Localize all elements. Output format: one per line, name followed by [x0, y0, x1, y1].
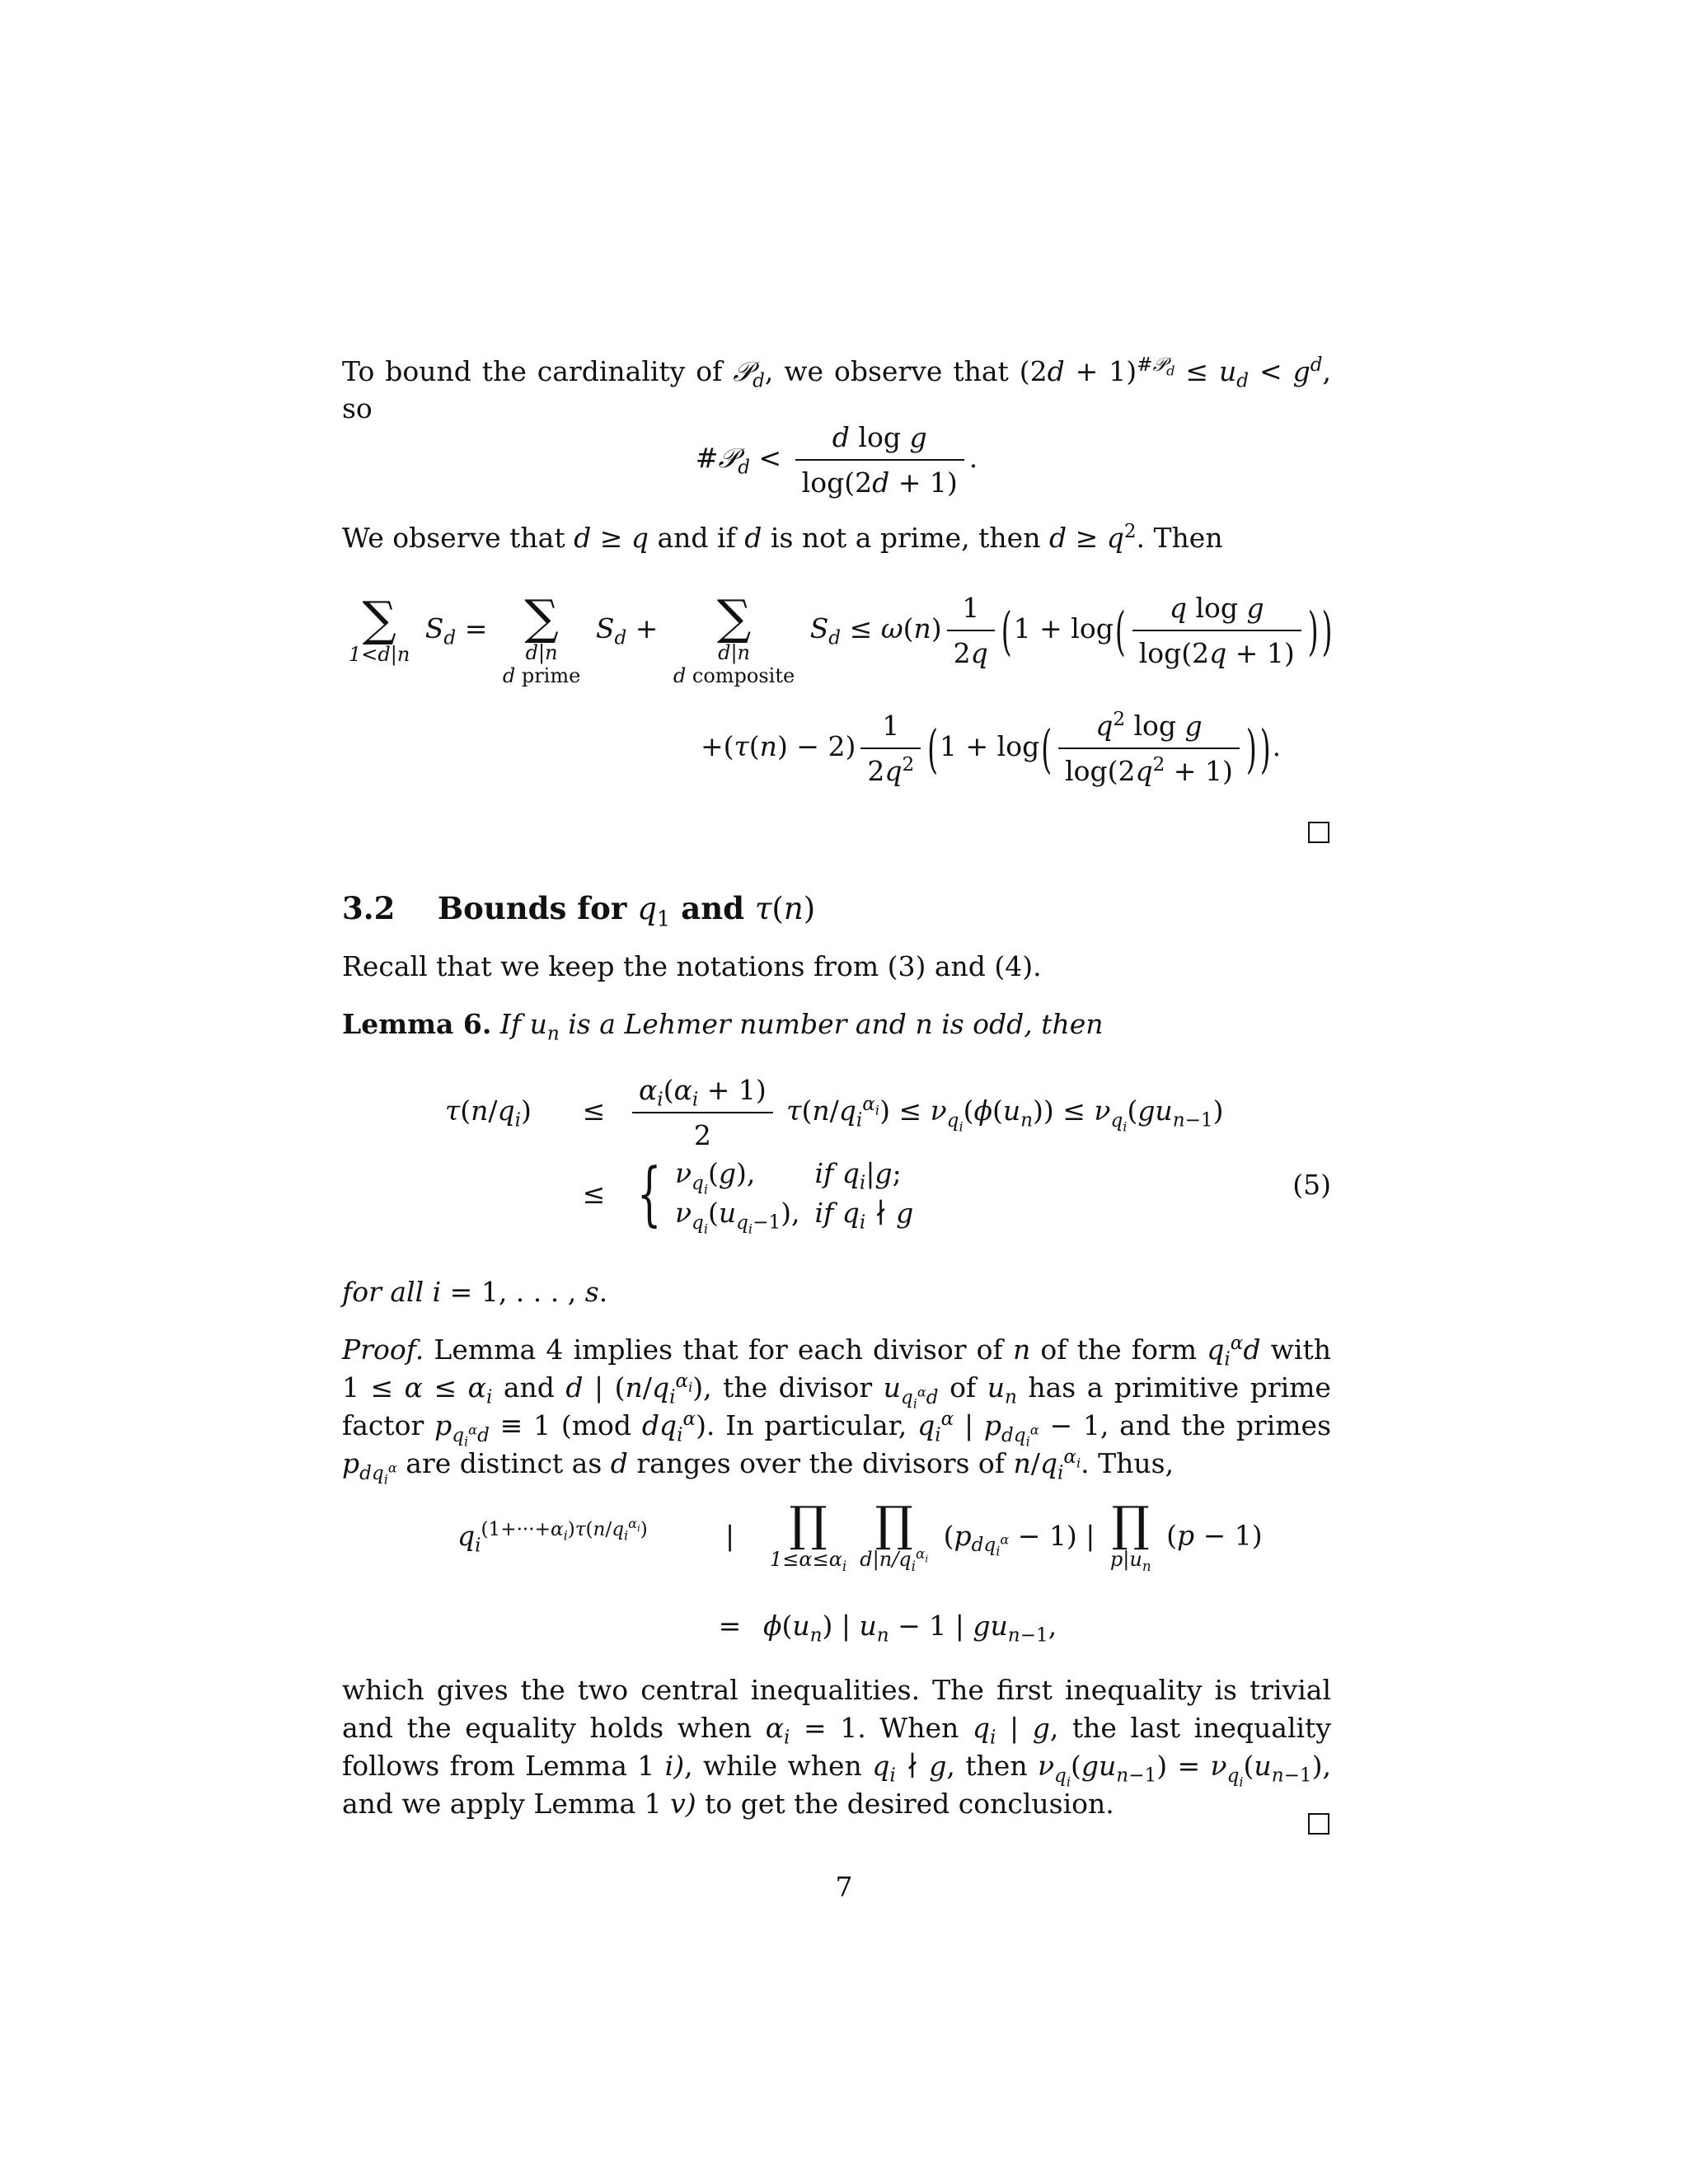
equation-sum-bound: ∑ 1<d|n $S_d$ = ∑ d|n d prime $S_d$ + ∑ d|n d composite $S_d \le \omega(n)$ $\frac{1}{2q}$ (1 + log( $\frac{\text{q log g}}{\log(2q + 1)}$ ) )	[349, 589, 1333, 687]
sum-operator: ∑ d|n d composite	[673, 589, 795, 687]
for-all-line: for all i = 1, . . . , s.	[342, 1276, 608, 1308]
recall-line: Recall that we keep the notations from (3) and (4).	[342, 950, 1042, 982]
fraction: $\frac{\text{q log g}}{\log(2q + 1)}$	[1132, 589, 1301, 672]
closing-paragraph: which gives the two central inequalities. The first inequality is trivial and the equality holds when $\alpha_i = 1$. When $q_i$ | g, the last inequality follows from Lemma 1 i), while when $q_i$ ∤ g, then $\nu_{q_i}(gu_{n-1}) = \nu_{q_i}(u_{n-1})$, and we apply Lemma 1 v) to get the desired conclusion.	[342, 1674, 1331, 1820]
observe-line: We observe that d ≥ q and if d is not a prime, then $d \ge q^2$. Then	[342, 521, 1223, 554]
cases-table: $\nu_{q_i}(g)$, if $q_i|g$; $\nu_{q_i}(u_{q_i-1})$, if $q_i$ ∤ g	[674, 1157, 914, 1237]
fraction: $\frac{1}{2q}$	[947, 589, 995, 672]
fraction: $\frac{\alpha_i(\alpha_i + 1)}{2}$	[632, 1071, 773, 1154]
product-operator: ∏ $p|u_n$	[1109, 1496, 1151, 1574]
proof-paragraph: Proof. Lemma 4 implies that for each divisor of n of the form $q_i^\alpha d$ with $1 \le \alpha \le \alpha_i$ and d | $(n/q_i^{\alpha_i})$, the divisor $u_{q_i^\alpha d}$ of $u_n$ has a primitive prime factor $p_{q_i^\alpha d} \equiv 1$ (mod $dq_i^\alpha$). In particular, $q_i^\alpha$ | $p_{dq_i^\alpha} - 1$, and the primes $p_{dq_i^\alpha}$ are distinct as d ranges over the divisors of $n/q_i^{\alpha_i}$. Thus,	[342, 1333, 1332, 1488]
sum-operator: ∑ d|n d prime	[502, 589, 581, 687]
proof-label: Proof.	[342, 1333, 424, 1366]
section-heading: 3.2 Bounds for $q_1$ and τ(n)	[342, 890, 816, 932]
section-title-prefix: Bounds for	[437, 890, 627, 926]
lemma-label: Lemma 6.	[342, 1008, 492, 1040]
equation-cardinality: #𝒫$_d$ < $\frac{\text{d log g}}{\log(2d + 1)}$ .	[342, 419, 1331, 501]
fraction: $\frac{1}{2q^2}$	[860, 707, 921, 790]
fraction: $\frac{q^2 \log g}{\log(2q^2 + 1)}$	[1058, 707, 1240, 790]
product-equation-line-2: = $\phi(u_n)$ | $u_n - 1$ | $gu_{n-1}$,	[718, 1610, 1057, 1647]
lemma-statement: Lemma 6. If $u_n$ is a Lehmer number and n is odd, then	[342, 1008, 1104, 1045]
qed-square	[1308, 1813, 1329, 1835]
case-condition: if	[814, 1157, 834, 1189]
equation-sum-bound-continued: +(τ(n) − 2) $\frac{1}{2q^2}$ (1 + log( $\frac{q^2 \log g}{\log(2q^2 + 1)}$ ) ).	[701, 707, 1360, 790]
qed-square	[1308, 822, 1329, 843]
intro-line: To bound the cardinality of 𝒫$_d$, we observe that $(2d + 1)^{\#𝒫_d} \le u_d < g^d$, so	[342, 354, 1331, 424]
case-condition: if	[814, 1197, 834, 1229]
section-title-and: and	[681, 890, 745, 926]
page-number: 7	[835, 1871, 853, 1903]
equation-number: (5)	[1292, 1169, 1331, 1201]
lemma-equation-line-2: ≤ { $\nu_{q_i}(g)$, if $q_i|g$; $\nu_{q_i}(u_{q_i-1})$, if $q_i$ ∤ g	[445, 1154, 1022, 1233]
section-number: 3.2	[342, 890, 396, 926]
fraction: $\frac{\text{d log g}}{\log(2d + 1)}$	[795, 419, 964, 501]
product-operator: ∏ $d|n/q_i^{\alpha_i}$	[860, 1496, 929, 1574]
product-operator: ∏ $1\le\alpha\le\alpha_i$	[770, 1496, 847, 1574]
sum-operator: ∑ 1<d|n	[349, 591, 410, 666]
lemma-equation-line-1: $\tau(n/q_i)$ ≤ $\frac{\alpha_i(\alpha_i + 1)}{2}$ $\tau(n/q_i^{\alpha_i}) \le \nu_{q_i}(\phi(u_n)) \le \nu_{q_i}(gu_{n-1})$	[445, 1071, 1352, 1154]
product-equation-line-1: $q_i^{(1+\cdot\cdot\cdot+\alpha_i)\tau(n/q_i^{\alpha_i})}$ | ∏ $1\le\alpha\le\alpha_i$ ∏ $d|n/q_i^{\alpha_i}$ $(p_{dq_i^\alpha} - 1)$ | ∏ $p|u_n$ (p − 1)	[457, 1496, 1263, 1574]
